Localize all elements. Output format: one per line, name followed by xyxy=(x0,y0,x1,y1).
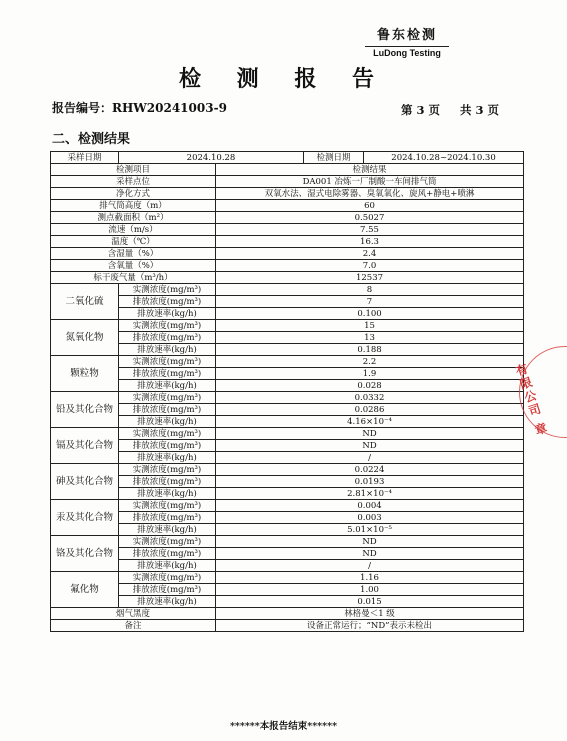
metric-label: 实测浓度(mg/m³) xyxy=(119,356,216,368)
metric-label: 排放浓度(mg/m³) xyxy=(119,548,216,560)
metric-value: ND xyxy=(216,428,524,440)
metric-label: 排放速率(kg/h) xyxy=(119,344,216,356)
table-row xyxy=(51,584,524,596)
pollutant-name: 砷及其化合物 xyxy=(51,464,119,500)
table-row xyxy=(51,356,524,368)
metric-value: 0.0286 xyxy=(216,404,524,416)
metric-label: 实测浓度(mg/m³) xyxy=(119,500,216,512)
row-label: 流速（m/s） xyxy=(51,224,216,236)
pollutant-name: 镉及其化合物 xyxy=(51,428,119,464)
row-label: 备注 xyxy=(51,620,216,632)
metric-value: 0.004 xyxy=(216,500,524,512)
page-info xyxy=(401,102,499,118)
table-row xyxy=(51,332,524,344)
metric-label: 排放速率(kg/h) xyxy=(119,308,216,320)
metric-value: 0.0193 xyxy=(216,476,524,488)
pollutant-name: 铅及其化合物 xyxy=(51,392,119,428)
metric-value: ND xyxy=(216,536,524,548)
metric-label: 排放速率(kg/h) xyxy=(119,596,216,608)
table-row xyxy=(51,488,524,500)
table-row xyxy=(51,296,524,308)
row-label: 含氧量（%） xyxy=(51,260,216,272)
metric-value: 7 xyxy=(216,296,524,308)
table-row xyxy=(51,620,524,632)
table-row xyxy=(51,452,524,464)
seal-text: 有限公司 章 xyxy=(512,361,550,439)
table-row xyxy=(51,536,524,548)
brand-name-cn: 鲁东检测 xyxy=(376,28,437,43)
table-row xyxy=(51,260,524,272)
row-label: 检测项目 xyxy=(51,164,216,176)
row-label: 净化方式 xyxy=(51,188,216,200)
table-row xyxy=(51,548,524,560)
table-row xyxy=(51,404,524,416)
metric-label: 实测浓度(mg/m³) xyxy=(119,536,216,548)
table-row xyxy=(51,320,524,332)
table-row xyxy=(51,596,524,608)
metric-value: ND xyxy=(216,548,524,560)
table-row xyxy=(51,416,524,428)
metric-value: 0.003 xyxy=(216,512,524,524)
test-date: 2024.10.28~2024.10.30 xyxy=(364,152,524,164)
metric-label: 排放浓度(mg/m³) xyxy=(119,404,216,416)
row-value: 设备正常运行；“ND”表示未检出 xyxy=(216,620,524,632)
row-value: 7.0 xyxy=(216,260,524,272)
metric-value: 1.16 xyxy=(216,572,524,584)
row-value: 2.4 xyxy=(216,248,524,260)
metric-value: 0.028 xyxy=(216,380,524,392)
table-row xyxy=(51,272,524,284)
table-row xyxy=(51,608,524,620)
table-row xyxy=(51,212,524,224)
metric-label: 排放浓度(mg/m³) xyxy=(119,440,216,452)
report-end-marker: ******本报告结束****** xyxy=(229,721,338,732)
row-label: 采样点位 xyxy=(51,176,216,188)
metric-value: 2.81×10⁻⁴ xyxy=(216,488,524,500)
metric-value: 1.00 xyxy=(216,584,524,596)
table-row xyxy=(51,344,524,356)
table-row xyxy=(51,572,524,584)
section-title: 二、检测结果 xyxy=(52,132,131,147)
table-row xyxy=(51,512,524,524)
metric-label: 排放速率(kg/h) xyxy=(119,452,216,464)
table-row xyxy=(51,176,524,188)
report-title: 检 测 报 告 xyxy=(179,66,388,92)
row-value: 林格曼＜1 级 xyxy=(216,608,524,620)
metric-label: 排放浓度(mg/m³) xyxy=(119,512,216,524)
row-label: 测点截面积（m²） xyxy=(51,212,216,224)
brand-name-en: LuDong Testing xyxy=(365,46,449,58)
metric-value: 0.0224 xyxy=(216,464,524,476)
sample-date: 2024.10.28 xyxy=(119,152,304,164)
metric-label: 排放浓度(mg/m³) xyxy=(119,584,216,596)
test-date-label: 检测日期 xyxy=(304,152,364,164)
company-brand xyxy=(365,24,449,58)
metric-label: 排放浓度(mg/m³) xyxy=(119,476,216,488)
pollutant-name: 氮氧化物 xyxy=(51,320,119,356)
metric-value: 13 xyxy=(216,332,524,344)
page-total: 共 3 页 xyxy=(459,103,499,117)
metric-value: 5.01×10⁻⁵ xyxy=(216,524,524,536)
company-seal xyxy=(513,330,567,450)
page-current: 第 3 页 xyxy=(400,103,440,117)
pollutant-name: 铬及其化合物 xyxy=(51,536,119,572)
row-label: 烟气黑度 xyxy=(51,608,216,620)
table-row xyxy=(51,476,524,488)
table-row xyxy=(51,428,524,440)
row-value: 60 xyxy=(216,200,524,212)
metric-value: / xyxy=(216,560,524,572)
table-row xyxy=(51,464,524,476)
pollutant-name: 二氧化硫 xyxy=(51,284,119,320)
pollutant-name: 颗粒物 xyxy=(51,356,119,392)
table-row xyxy=(51,392,524,404)
table-row xyxy=(51,440,524,452)
table-row xyxy=(51,284,524,296)
row-label: 排气筒高度（m） xyxy=(51,200,216,212)
row-value: DA001 冶炼一厂制酸一车间排气筒 xyxy=(216,176,524,188)
metric-value: / xyxy=(216,452,524,464)
metric-label: 实测浓度(mg/m³) xyxy=(119,464,216,476)
metric-value: 4.16×10⁻⁴ xyxy=(216,416,524,428)
metric-value: 15 xyxy=(216,320,524,332)
metric-label: 排放速率(kg/h) xyxy=(119,416,216,428)
row-value: 12537 xyxy=(216,272,524,284)
metric-value: 1.9 xyxy=(216,368,524,380)
metric-label: 实测浓度(mg/m³) xyxy=(119,284,216,296)
table-row xyxy=(51,380,524,392)
metric-label: 排放浓度(mg/m³) xyxy=(119,368,216,380)
metric-label: 排放速率(kg/h) xyxy=(119,524,216,536)
table-row xyxy=(51,236,524,248)
sample-date-label: 采样日期 xyxy=(51,152,119,164)
row-value: 16.3 xyxy=(216,236,524,248)
metric-label: 实测浓度(mg/m³) xyxy=(119,428,216,440)
metric-label: 实测浓度(mg/m³) xyxy=(119,320,216,332)
metric-label: 实测浓度(mg/m³) xyxy=(119,572,216,584)
metric-value: 0.100 xyxy=(216,308,524,320)
report-number: 报告编号：RHW20241003-9 xyxy=(52,101,227,115)
row-value: 7.55 xyxy=(216,224,524,236)
metric-label: 排放浓度(mg/m³) xyxy=(119,296,216,308)
table-row xyxy=(51,560,524,572)
table-row xyxy=(51,524,524,536)
metric-label: 排放速率(kg/h) xyxy=(119,380,216,392)
table-row xyxy=(51,224,524,236)
results-table xyxy=(50,151,524,632)
row-value: 检测结果 xyxy=(216,164,524,176)
metric-value: 0.188 xyxy=(216,344,524,356)
metric-label: 排放速率(kg/h) xyxy=(119,560,216,572)
table-row xyxy=(51,164,524,176)
row-label: 含湿量（%） xyxy=(51,248,216,260)
metric-value: 0.0332 xyxy=(216,392,524,404)
row-label: 标干废气量（m³/h） xyxy=(51,272,216,284)
pollutant-name: 汞及其化合物 xyxy=(51,500,119,536)
row-value: 0.5027 xyxy=(216,212,524,224)
metric-label: 排放浓度(mg/m³) xyxy=(119,332,216,344)
table-row xyxy=(51,308,524,320)
meta-row xyxy=(51,152,524,164)
pollutant-name: 氟化物 xyxy=(51,572,119,608)
table-row xyxy=(51,368,524,380)
table-row xyxy=(51,500,524,512)
metric-value: 2.2 xyxy=(216,356,524,368)
metric-value: ND xyxy=(216,440,524,452)
table-row xyxy=(51,188,524,200)
row-value: 双氧水法、湿式电除雾器、臭氧氧化、旋风+静电+喷淋 xyxy=(216,188,524,200)
table-row xyxy=(51,248,524,260)
table-row xyxy=(51,200,524,212)
metric-value: 0.015 xyxy=(216,596,524,608)
metric-label: 排放速率(kg/h) xyxy=(119,488,216,500)
metric-value: 8 xyxy=(216,284,524,296)
row-label: 温度（℃） xyxy=(51,236,216,248)
metric-label: 实测浓度(mg/m³) xyxy=(119,392,216,404)
